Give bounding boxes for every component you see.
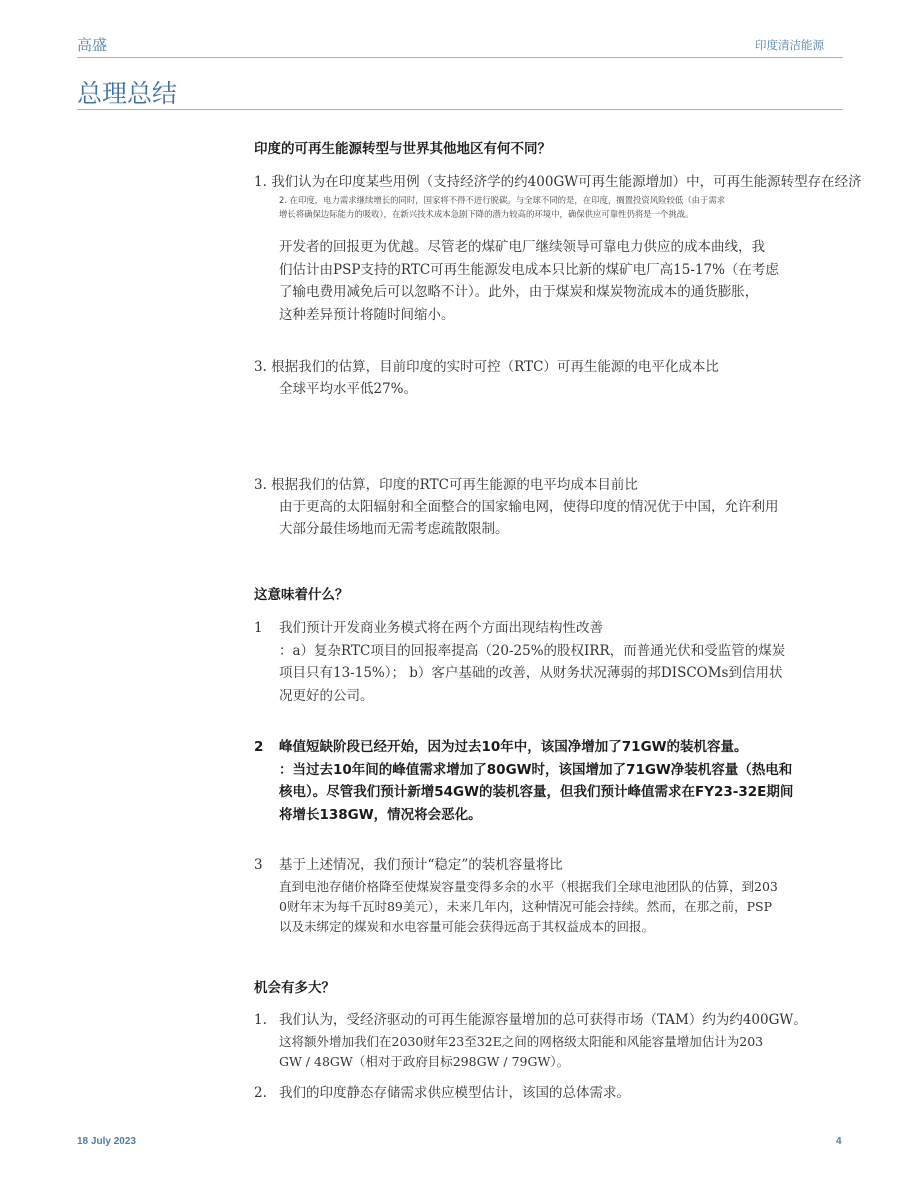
question-heading-1: 印度的可再生能源转型与世界其他地区有何不同？ <box>254 141 551 157</box>
text-line: 核电）。尽管我们预计新增54GW的装机容量，但我们预计峰值需求在FY23-32E期间 <box>279 784 794 800</box>
text-line: 将增长138GW，情况将会恶化。 <box>279 806 482 823</box>
list-item-number: 2. <box>254 1085 267 1101</box>
text-line: 们估计由PSP支持的RTC可再生能源发电成本只比新的煤矿电厂高15-17%（在考虑 <box>279 261 779 278</box>
text-line: GW / 48GW（相对于政府目标298GW / 79GW）。 <box>279 1054 570 1069</box>
footnote-line: 增长将确保边际能力的吸收），在新兴技术成本急剧下降的潜力较高的环境中，确保供应可靠性仍将是一个挑战。 <box>279 209 694 219</box>
text-line: 0财年末为每千瓦时89美元），未来几年内，这种情况可能会持续。然而，在那之前，PSP <box>279 899 772 914</box>
text-line: 这将额外增加我们在2030财年23至32E之间的网格级太阳能和风能容量增加估计为203 <box>279 1034 764 1049</box>
paragraph-1: 1. 我们认为在印度某些用例（支持经济学的约400GW可再生能源增加）中，可再生能源转型存在经济 <box>254 174 862 190</box>
footer-date: 18 July 2023 <box>77 1136 136 1147</box>
paragraph-2 <box>279 236 779 326</box>
list-item <box>279 617 785 707</box>
text-line: 基于上述情况，我们预计“稳定”的装机容量将比 <box>279 857 563 873</box>
question-heading-2: 这意味着什么？ <box>254 587 349 603</box>
list-item-number: 1 <box>254 620 263 636</box>
text-line: 我们的印度静态存储需求供应模型估计，该国的总体需求。 <box>279 1085 630 1101</box>
text-line: 我们认为，受经济驱动的可再生能源容量增加的总可获得市场（TAM）约为约400GW。 <box>279 1012 807 1028</box>
text-line: 开发者的回报更为优越。尽管老的煤矿电厂继续领导可靠电力供应的成本曲线，我 <box>279 239 765 255</box>
text-line: 这种差异预计将随时间缩小。 <box>279 306 455 323</box>
header-divider <box>77 57 843 58</box>
header-brand: 高盛 <box>77 37 108 54</box>
text-line: 3. 根据我们的估算，印度的RTC可再生能源的电平均成本目前比 <box>254 477 638 493</box>
page-number: 4 <box>836 1136 842 1147</box>
list-item-number: 2 <box>254 739 264 755</box>
list-item <box>279 877 778 937</box>
text-line: 3. 根据我们的估算，目前印度的实时可控（RTC）可再生能源的电平化成本比 <box>254 359 719 375</box>
text-line: ：当过去10年间的峰值需求增加了80GW时，该国增加了71GW净装机容量（热电和 <box>279 761 793 778</box>
text-line: 直到电池存储价格降至使煤炭容量变得多余的水平（根据我们全球电池团队的估算，到203 <box>279 879 778 894</box>
footnote-line: 2. 在印度，电力需求继续增长的同时，国家将不得不进行脱碳。与全球不同的是，在印度，搁置投资风险较低（由于需求 <box>279 195 726 205</box>
text-line: 以及未绑定的煤炭和水电容量可能会获得远高于其权益成本的回报。 <box>279 919 655 934</box>
list-item-emphasis <box>279 736 793 826</box>
text-line: ：a）复杂RTC项目的回报率提高（20-25%的股权IRR，而普通光伏和受监管的煤炭 <box>279 642 786 659</box>
text-line: 我们预计开发商业务模式将在两个方面出现结构性改善 <box>279 620 603 636</box>
section-title: 总理总结 <box>77 80 178 108</box>
text-line: 全球平均水平低27%。 <box>279 381 418 397</box>
text-line: 由于更高的太阳辐射和全面整合的国家输电网，使得印度的情况优于中国，允许利用 <box>279 499 779 515</box>
header-report-title: 印度清洁能源 <box>755 40 824 52</box>
text-line: 了输电费用减免后可以忽略不计）。此外，由于煤炭和煤炭物流成本的通货膨胀， <box>279 284 759 300</box>
list-item <box>279 1032 763 1072</box>
text-line: 况更好的公司。 <box>279 687 374 704</box>
text-line: 大部分最佳场地而无需考虑疏散限制。 <box>279 521 509 537</box>
question-heading-3: 机会有多大？ <box>254 980 335 996</box>
text-line: 项目只有13-15%）； b）客户基础的改善，从财务状况薄弱的邦DISCOMs到信用状 <box>279 665 783 681</box>
list-item-number: 1. <box>254 1012 267 1028</box>
text-line: 峰值短缺阶段已经开始，因为过去10年中，该国净增加了71GW的装机容量。 <box>279 739 748 755</box>
list-item-number: 3 <box>254 857 263 873</box>
section-divider <box>77 109 843 110</box>
